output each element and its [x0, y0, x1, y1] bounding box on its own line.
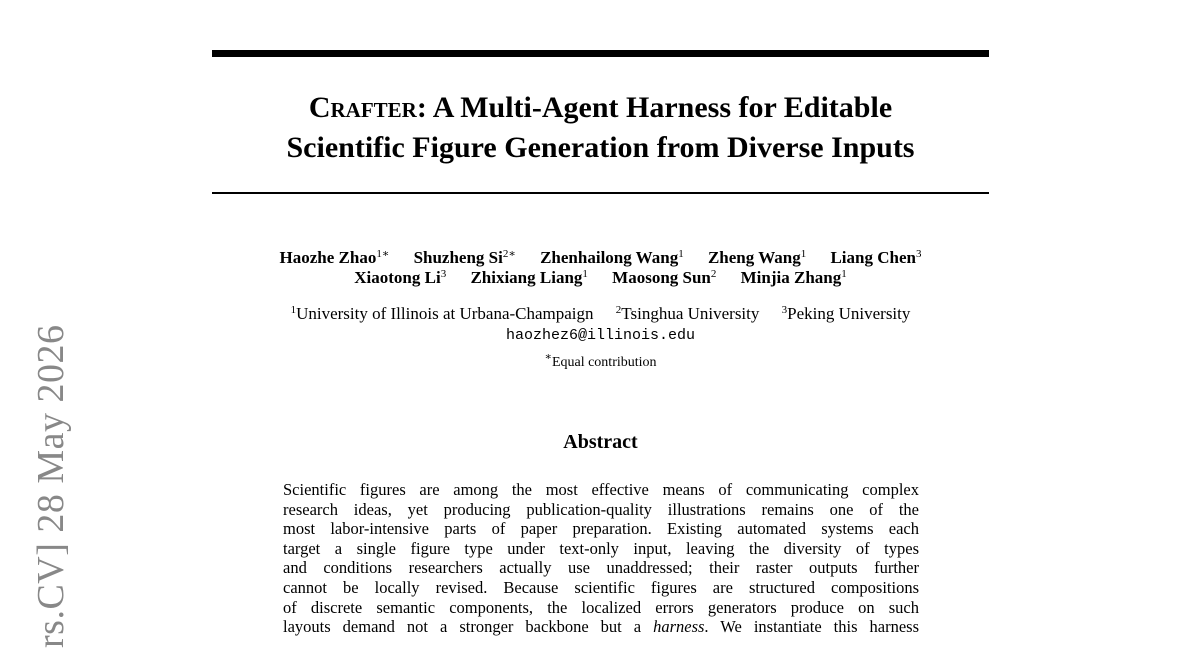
affiliation-mark: 3 [781, 304, 788, 316]
author-name: Zhenhailong Wang [540, 248, 679, 267]
abstract-body [283, 480, 919, 637]
abstract-line: most labor-intensive parts of paper preparation. Existing automated systems each [283, 519, 919, 539]
abstract-text: . We instantiate this harness [704, 617, 919, 637]
affiliation-mark: 2 [615, 304, 622, 316]
author [708, 248, 806, 268]
affiliation-list [212, 304, 989, 324]
affiliation [291, 304, 594, 324]
affiliation-name: Peking University [787, 304, 911, 323]
author-name: Xiaotong Li [354, 268, 441, 287]
arxiv-identifier-stamp: rs.CV] 28 May 2026 [30, 324, 72, 648]
abstract-line-last [283, 617, 919, 637]
author-name: Zheng Wang [707, 248, 801, 267]
equal-contribution-note [212, 351, 989, 372]
author-row-1 [212, 248, 989, 268]
author-affiliation-mark: 2 [710, 268, 717, 280]
author-affiliation-mark: 3 [915, 248, 922, 260]
system-name: Crafter [308, 91, 417, 124]
author-affiliation-mark: 1 [582, 268, 588, 280]
author-affiliation-mark: 1 [841, 268, 847, 280]
equal-contribution-text: Equal contribution [551, 355, 657, 370]
author-affiliation-mark: 1 [678, 248, 684, 260]
abstract-heading: Abstract [563, 431, 638, 453]
author [830, 248, 921, 268]
abstract-line: and conditions researchers actually use unaddressed; their raster outputs further [283, 558, 919, 578]
author-name: Minjia Zhang [740, 268, 842, 287]
author [354, 268, 446, 288]
abstract-line: of discrete semantic components, the localized errors generators produce on such [283, 597, 919, 617]
author-affiliation-mark: 1∗ [376, 248, 390, 260]
affiliation-name: Tsinghua University [621, 304, 760, 323]
abstract-line: Scientific figures are among the most effective means of communicating complex [283, 480, 919, 499]
author-name: Haozhe Zhao [279, 248, 377, 267]
author [414, 248, 516, 268]
abstract-line: target a single figure type under text-only input, leaving the diversity of types [283, 538, 919, 558]
author-affiliation-mark: 3 [440, 268, 447, 280]
author-name: Maosong Sun [612, 268, 711, 287]
abstract-emphasis: harness [653, 617, 705, 637]
author [540, 248, 684, 268]
author-name: Shuzheng Si [413, 248, 503, 267]
author-name: Zhixiang Liang [470, 268, 583, 287]
abstract-line: research ideas, yet producing publication-quality illustrations remains one of the [283, 499, 919, 519]
affiliation [782, 304, 911, 324]
author-name: Liang Chen [830, 248, 916, 267]
author-affiliation-mark: 1 [800, 248, 807, 260]
author-list [212, 248, 989, 288]
author [280, 248, 390, 268]
author [741, 268, 847, 288]
abstract-text: layouts demand not a stronger backbone but a [283, 617, 654, 637]
title-line-1 [212, 88, 989, 128]
author [470, 268, 587, 288]
paper-title [212, 88, 989, 168]
equal-contribution-mark: ∗ [544, 351, 552, 363]
title-bottom-rule [212, 192, 989, 194]
abstract-line: cannot be locally revised. Because scientific figures are structured compositions [283, 577, 919, 597]
author [612, 268, 716, 288]
author-row-2 [212, 268, 989, 288]
affiliation-name: University of Illinois at Urbana-Champaign [296, 304, 594, 323]
title-line-2: Scientific Figure Generation from Diverse Inputs [286, 131, 915, 164]
affiliation-mark: 1 [290, 304, 297, 316]
contact-email[interactable]: haozhez6@illinois.edu [505, 327, 696, 344]
title-top-rule [212, 50, 989, 57]
affiliation [616, 304, 760, 324]
title-line-1-rest: : A Multi-Agent Harness for Editable [416, 91, 893, 124]
author-affiliation-mark: 2∗ [502, 248, 516, 260]
